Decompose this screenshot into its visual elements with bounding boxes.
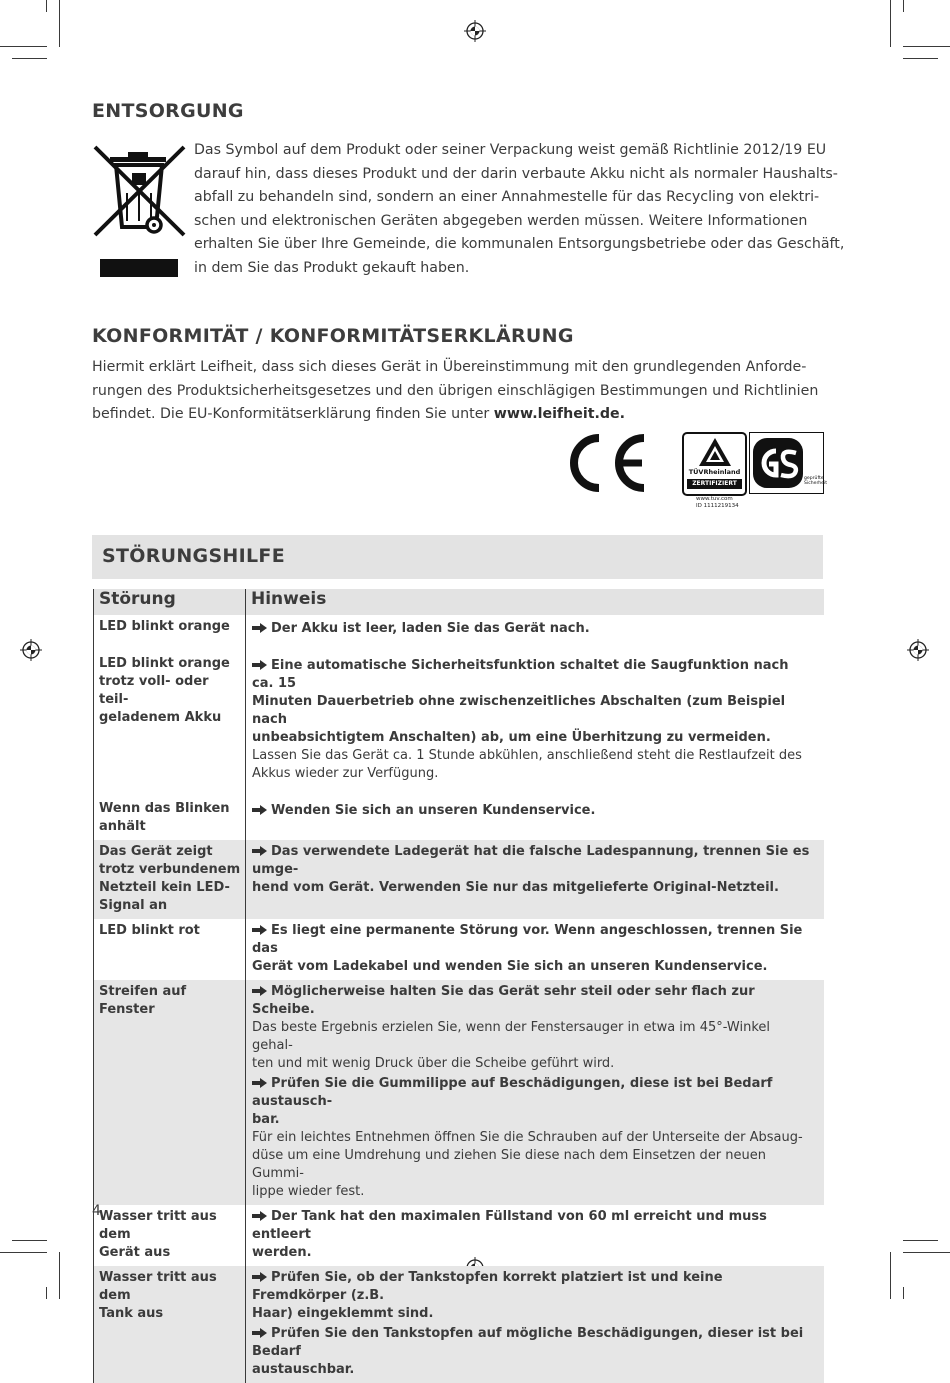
- arrow-right-icon: [252, 1272, 267, 1282]
- fault-text: geladenem Akku: [99, 710, 222, 725]
- hint-text-content: Prüfen Sie den Tankstopfen auf mögliche Beschädigungen, dieser ist bei Bedarf: [252, 1326, 804, 1359]
- hint-text: [252, 802, 813, 820]
- fault-cell: [94, 919, 246, 980]
- conformity-text-prefix: befindet. Die EU-Konformitätserklärung finden Sie unter: [92, 406, 494, 423]
- hint-text-content: Das beste Ergebnis erzielen Sie, wenn der Fenstersauger in etwa im 45°-Winkel gehal-: [252, 1020, 771, 1053]
- disposal-heading: ENTSORGUNG: [92, 100, 244, 122]
- arrow-right-icon: [252, 623, 267, 633]
- fault-text: Das Gerät zeigt: [99, 844, 213, 859]
- hint-text: [252, 1147, 813, 1183]
- hint-text: [252, 1183, 813, 1201]
- tuv-info: [696, 496, 739, 509]
- hint-text-content: Lassen Sie das Gerät ca. 1 Stunde abkühlen, anschließend steht die Restlaufzeit des: [252, 748, 802, 763]
- hint-cell: [246, 797, 824, 840]
- hint-text: [252, 1075, 813, 1111]
- hint-text: [252, 1055, 813, 1073]
- fault-text: LED blinkt orange: [99, 619, 230, 634]
- troubleshooting-heading: STÖRUNGSHILFE: [102, 545, 285, 567]
- hint-text: [252, 693, 813, 729]
- conformity-text-line: rungen des Produktsicherheitsgesetzes und den übrigen einschlägigen Bestimmungen und Richtlinien: [92, 382, 819, 399]
- hint-text-content: Akkus wieder zur Verfügung.: [252, 766, 439, 781]
- leifheit-website-link[interactable]: www.leifheit.de.: [493, 406, 626, 423]
- hint-text-content: Es liegt eine permanente Störung vor. Wenn angeschlossen, trennen Sie das: [252, 923, 803, 956]
- hint-text: [252, 1244, 813, 1262]
- hint-text-content: Haar) eingeklemmt sind.: [252, 1306, 434, 1321]
- fault-text: Gerät aus: [99, 1245, 171, 1260]
- arrow-right-icon: [252, 1328, 267, 1338]
- hint-text-content: Für ein leichtes Entnehmen öffnen Sie die Schrauben auf der Unterseite der Absaug-: [252, 1130, 803, 1145]
- fault-text: anhält: [99, 819, 146, 834]
- table-row: [94, 797, 824, 840]
- table-row: [94, 980, 824, 1205]
- troubleshooting-table: [93, 589, 824, 1383]
- disposal-text-line: abfall zu behandeln sind, sondern an einer Annahmestelle für das Recycling von elektri-: [194, 189, 820, 206]
- hint-text: [252, 765, 813, 783]
- table-row: [94, 615, 824, 652]
- ce-mark-icon: [562, 432, 648, 494]
- hint-text-content: Gerät vom Ladekabel und wenden Sie sich an unseren Kundenservice.: [252, 959, 768, 974]
- fault-cell: [94, 797, 246, 840]
- fault-text: Signal an: [99, 898, 168, 913]
- hint-text-content: Das verwendete Ladegerät hat die falsche Ladespannung, trennen Sie es umge-: [252, 844, 810, 877]
- gs-caption-line: Sicherheit: [804, 481, 828, 486]
- fault-text: Wasser tritt aus dem: [99, 1270, 217, 1303]
- hint-cell: [246, 840, 824, 919]
- fault-cell: [94, 980, 246, 1205]
- hint-text-content: Minuten Dauerbetrieb ohne zwischenzeitliches Abschalten (zum Beispiel nach: [252, 694, 786, 727]
- disposal-text-line: Das Symbol auf dem Produkt oder seiner Verpackung weist gemäß Richtlinie 2012/19 EU: [194, 142, 827, 158]
- registration-mark-icon: [20, 639, 42, 661]
- tuv-rheinland-mark: [682, 432, 747, 496]
- disposal-text: [194, 139, 844, 281]
- tuv-id: ID 1111219134: [696, 502, 739, 509]
- hint-text: [252, 1111, 813, 1129]
- hint-text: [252, 1208, 813, 1244]
- hint-text: [252, 1019, 813, 1055]
- fault-text: LED blinkt rot: [99, 923, 200, 938]
- hint-text-content: Eine automatische Sicherheitsfunktion schaltet die Saugfunktion nach ca. 15: [252, 658, 789, 691]
- tuv-certified-label: ZERTIFIZIERT: [687, 479, 742, 489]
- table-row: [94, 840, 824, 919]
- arrow-right-icon: [252, 805, 267, 815]
- hint-text: [252, 657, 813, 693]
- table-row: [94, 1266, 824, 1383]
- table-body: [94, 615, 824, 1383]
- hint-text: [252, 843, 813, 879]
- table-header-row: [94, 589, 824, 615]
- disposal-text-line: in dem Sie das Produkt gekauft haben.: [194, 259, 470, 276]
- hint-text-content: Prüfen Sie die Gummilippe auf Beschädigungen, diese ist bei Bedarf austausch-: [252, 1076, 773, 1109]
- fault-text: trotz voll- oder teil-: [99, 674, 209, 707]
- hint-text-content: Wenden Sie sich an unseren Kundenservice.: [271, 803, 596, 818]
- hint-text-content: lippe wieder fest.: [252, 1184, 365, 1199]
- fault-text: Wenn das Blinken: [99, 801, 230, 816]
- gs-logo-icon: [752, 437, 804, 489]
- hint-cell: [246, 919, 824, 980]
- hint-text: [252, 958, 813, 976]
- fault-cell: [94, 652, 246, 797]
- hint-text-content: unbeabsichtigtem Anschalten) ab, um eine Überhitzung zu vermeiden.: [252, 730, 771, 745]
- conformity-text-line: Hiermit erklärt Leifheit, dass sich dieses Gerät in Übereinstimmung mit den grundlegenden Anforde-: [92, 359, 807, 375]
- gs-mark: [749, 432, 828, 494]
- registration-mark-icon: [464, 20, 486, 42]
- table-row: [94, 652, 824, 797]
- gs-caption-line: geprüfte: [804, 476, 824, 481]
- hint-text: [252, 729, 813, 747]
- hint-text-content: bar.: [252, 1112, 280, 1127]
- column-header-fault: Störung: [94, 589, 246, 615]
- hint-cell: [246, 980, 824, 1205]
- arrow-right-icon: [252, 1078, 267, 1088]
- hint-text-content: hend vom Gerät. Verwenden Sie nur das mitgelieferte Original-Netzteil.: [252, 880, 779, 895]
- fault-text: LED blinkt orange: [99, 656, 230, 671]
- fault-text: Tank aus: [99, 1306, 164, 1321]
- hint-text-content: Der Tank hat den maximalen Füllstand von 60 ml erreicht und muss entleert: [252, 1209, 767, 1242]
- hint-text: [252, 1361, 814, 1379]
- hint-text: [252, 747, 813, 765]
- hint-text: [252, 922, 813, 958]
- arrow-right-icon: [252, 846, 267, 856]
- hint-text-content: Möglicherweise halten Sie das Gerät sehr steil oder sehr flach zur Scheibe.: [252, 984, 755, 1017]
- tuv-url: www.tuv.com: [696, 496, 733, 502]
- arrow-right-icon: [252, 660, 267, 670]
- hint-text: [252, 1325, 814, 1361]
- column-header-hint: Hinweis: [246, 589, 824, 615]
- fault-text: Wasser tritt aus dem: [99, 1209, 217, 1242]
- conformity-text: [92, 356, 818, 427]
- registration-mark-icon: [907, 639, 929, 661]
- crossed-out-bin-icon: [92, 143, 188, 279]
- disposal-text-line: schen und elektronischen Geräten abgegeben werden müssen. Weitere Informationen: [194, 212, 808, 229]
- hint-text: [252, 879, 813, 897]
- hint-text: [252, 1129, 813, 1147]
- arrow-right-icon: [252, 925, 267, 935]
- hint-text: [252, 983, 813, 1019]
- fault-text: Netzteil kein LED-: [99, 880, 230, 895]
- hint-text-content: Der Akku ist leer, laden Sie das Gerät nach.: [271, 621, 590, 636]
- hint-cell: [246, 1205, 824, 1266]
- hint-text-content: austauschbar.: [252, 1362, 355, 1377]
- arrow-right-icon: [252, 986, 267, 996]
- hint-text-content: Prüfen Sie, ob der Tankstopfen korrekt platziert ist und keine Fremdkörper (z.B.: [252, 1270, 723, 1303]
- conformity-heading: KONFORMITÄT / KONFORMITÄTSERKLÄRUNG: [92, 325, 574, 347]
- fault-text: trotz verbundenem: [99, 862, 241, 877]
- fault-cell: [94, 840, 246, 919]
- table-row: [94, 1205, 824, 1266]
- fault-text: Streifen auf Fenster: [99, 984, 187, 1017]
- tuv-triangle-icon: [698, 437, 732, 467]
- hint-cell: [246, 615, 824, 652]
- hint-text-content: ten und mit wenig Druck über die Scheibe geführt wird.: [252, 1056, 615, 1071]
- hint-text: [252, 1305, 814, 1323]
- table-row: [94, 919, 824, 980]
- hint-text-content: düse um eine Umdrehung und ziehen Sie diese nach dem Einsetzen der neuen Gummi-: [252, 1148, 767, 1181]
- fault-cell: [94, 1266, 246, 1383]
- fault-cell: [94, 1205, 246, 1266]
- conformity-text-line: [92, 403, 818, 427]
- disposal-text-line: darauf hin, dass dieses Produkt und der darin verbaute Akku nicht als normaler Haushalts-: [194, 165, 838, 182]
- page-number: 4: [92, 1203, 101, 1219]
- tuv-brand: TÜVRheinland: [688, 468, 741, 476]
- hint-text: [252, 620, 813, 638]
- hint-cell: [246, 1266, 824, 1383]
- gs-caption: [804, 476, 827, 486]
- hint-text: [252, 1269, 814, 1305]
- hint-text-content: werden.: [252, 1245, 312, 1260]
- arrow-right-icon: [252, 1211, 267, 1221]
- fault-cell: [94, 615, 246, 652]
- disposal-text-line: erhalten Sie über Ihre Gemeinde, die kommunalen Entsorgungsbetriebe oder das Geschäft,: [194, 236, 845, 253]
- hint-cell: [246, 652, 824, 797]
